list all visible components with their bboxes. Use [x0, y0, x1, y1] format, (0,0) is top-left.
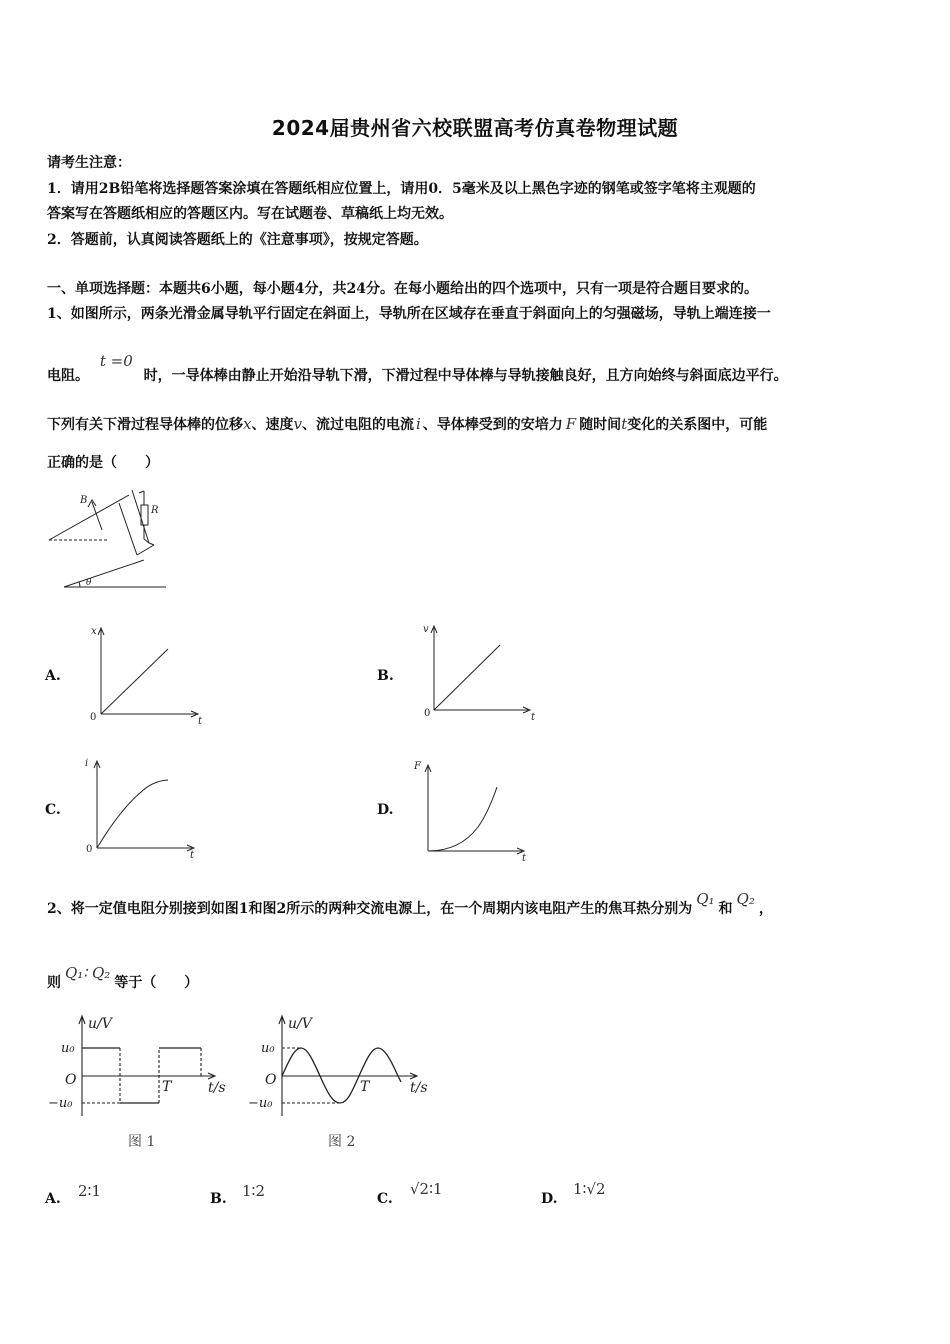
figure-1-square-wave: [44, 1008, 244, 1158]
q2-option-a-label[interactable]: A.: [45, 1191, 61, 1207]
q1-option-b-label[interactable]: B.: [377, 668, 394, 684]
figure-label-B: B: [80, 495, 88, 506]
svg-text:t: t: [190, 850, 195, 861]
q1-option-a-label[interactable]: A.: [45, 668, 61, 684]
q2-option-b-label[interactable]: B.: [210, 1191, 227, 1207]
svg-text:T: T: [360, 1079, 370, 1095]
q1-line-2a: 电阻。: [47, 368, 89, 384]
svg-text:t: t: [198, 716, 203, 727]
svg-text:t/s: t/s: [410, 1080, 428, 1096]
q1-option-c-graph: [80, 755, 210, 865]
q1-line-2b: 时，一导体棒由静止开始沿导轨下滑，下滑过程中导体棒与导轨接触良好，且方向始终与斜面底边平行。: [143, 368, 788, 384]
q2-option-d-label[interactable]: D.: [541, 1191, 558, 1207]
svg-text:O: O: [65, 1072, 77, 1088]
q1-line-1: 1、如图所示，两条光滑金属导轨平行固定在斜面上，导轨所在区域存在垂直于斜面向上的匀强磁场，导轨上端连接一: [47, 306, 771, 322]
notice-item-1b: 答案写在答题纸相应的答题区内。写在试题卷、草稿纸上均无效。: [47, 206, 453, 222]
svg-text:0: 0: [424, 708, 431, 719]
q1-line-2: [47, 352, 788, 385]
q1-option-d-label[interactable]: D.: [377, 802, 394, 818]
graph-curve-linear: [434, 645, 500, 710]
q2-option-b-value: 1∶2: [242, 1182, 265, 1200]
svg-text:t: t: [531, 712, 536, 723]
svg-text:T: T: [162, 1079, 172, 1095]
symbol-v: v: [293, 415, 302, 433]
notice-heading: 请考生注意：: [47, 155, 131, 171]
svg-text:F: F: [414, 761, 421, 772]
q2-option-c-value: √2∶1: [410, 1180, 443, 1198]
svg-text:u₀: u₀: [261, 1041, 275, 1056]
q2-option-c-label[interactable]: C.: [377, 1191, 393, 1207]
graph-curve-linear: [101, 649, 168, 714]
q1-option-c-label[interactable]: C.: [45, 802, 61, 818]
svg-text:t: t: [522, 853, 527, 864]
figure-2-caption: 图 2: [328, 1134, 356, 1150]
symbol-t: t: [621, 415, 628, 433]
symbol-Q2: Q₂: [736, 890, 755, 908]
notice-item-2: 2．答题前，认真阅读答题纸上的《注意事项》，按规定答题。: [47, 232, 428, 248]
figure-label-R: R: [151, 505, 159, 516]
q2-line-1: 2、将一定值电阻分别接到如图1和图2所示的两种交流电源上，在一个周期内该电阻产生的焦耳热分别为Q₁和Q₂，: [47, 890, 773, 917]
q1-option-d-graph: [410, 755, 540, 865]
svg-text:0: 0: [90, 712, 97, 723]
section-heading: 一、单项选择题：本题共6小题，每小题4分，共24分。在每小题给出的四个选项中，只有一项是符合题目要求的。: [47, 281, 758, 297]
symbol-x: x: [243, 415, 252, 433]
svg-text:u/V: u/V: [288, 1016, 312, 1032]
graph-curve-accelerating: [428, 787, 497, 851]
svg-text:−u₀: −u₀: [248, 1096, 273, 1111]
q2-option-d-value: 1∶√2: [573, 1180, 606, 1198]
symbol-F: F: [565, 415, 577, 433]
graph-curve-saturating: [97, 780, 168, 848]
svg-text:u/V: u/V: [88, 1016, 112, 1032]
incline-rail-figure: [44, 485, 174, 595]
q1-option-a-graph: [84, 622, 214, 728]
svg-text:O: O: [265, 1072, 277, 1088]
figure-1-caption: 图 1: [128, 1134, 156, 1150]
symbol-i: i: [415, 415, 421, 433]
svg-text:0: 0: [86, 844, 93, 855]
notice-item-1a: 1．请用2B铅笔将选择题答案涂填在答题纸相应位置上，请用0．5毫米及以上黑色字迹的钢笔或签字笔将主观题的: [47, 181, 756, 197]
q1-line-4: 正确的是（ ）: [47, 455, 159, 471]
svg-text:−u₀: −u₀: [48, 1096, 73, 1111]
svg-text:v: v: [423, 624, 429, 635]
symbol-Q1: Q₁: [696, 890, 715, 908]
svg-text:x: x: [91, 626, 97, 637]
q1-t0: t =0: [99, 352, 133, 370]
q2-line-2: 则Q₁∶ Q₂等于（ ）: [47, 964, 199, 991]
figure-2-sine-wave: [244, 1008, 444, 1158]
page-title: 2024届贵州省六校联盟高考仿真卷物理试题: [271, 116, 679, 140]
q1-option-b-graph: [416, 618, 546, 724]
figure-label-theta: θ: [86, 578, 92, 588]
svg-text:u₀: u₀: [61, 1041, 75, 1056]
q2-option-a-value: 2∶1: [78, 1182, 101, 1200]
svg-text:i: i: [85, 758, 89, 769]
ratio-Q1-Q2: Q₁∶ Q₂: [65, 964, 111, 982]
q1-line-3: 下列有关下滑过程导体棒的位移x、速度v、流过电阻的电流 i 、导体棒受到的安培力 F 随时间t变化的关系图中，可能: [47, 415, 768, 433]
svg-text:t/s: t/s: [208, 1080, 226, 1096]
